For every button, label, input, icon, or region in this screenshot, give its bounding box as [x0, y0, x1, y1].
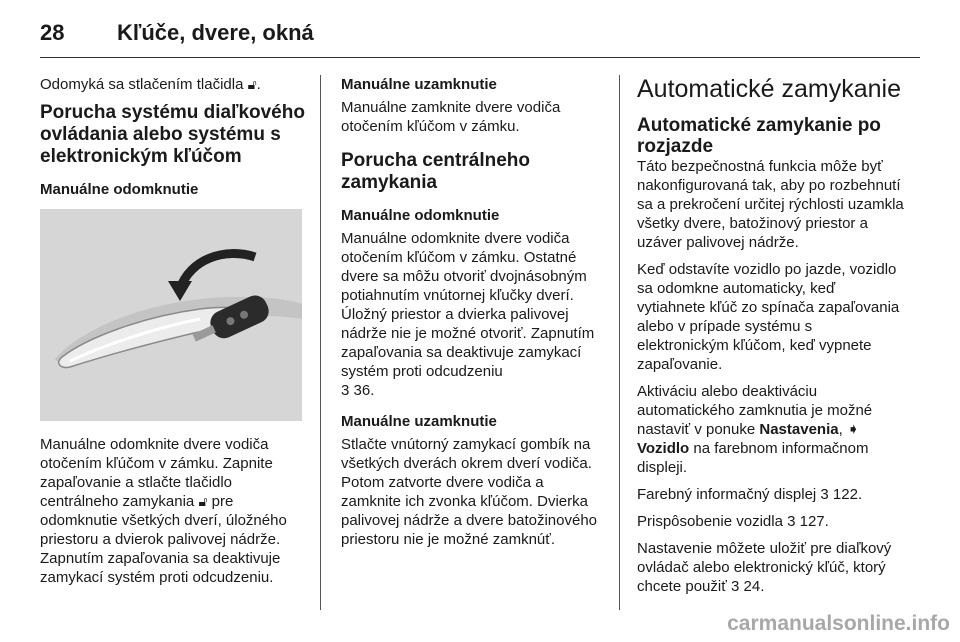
page-reference: Farebný informačný displej 3 122.: [637, 486, 863, 503]
menu-item-vehicle: Vozidlo: [637, 440, 690, 457]
subheading: Manuálne uzamknutie: [341, 413, 497, 430]
section-heading: Automatické zamykanie po rozjazde: [637, 115, 881, 157]
column-right: [637, 75, 907, 604]
page-title: Kľúče, dvere, okná: [117, 20, 314, 45]
header-divider: [40, 57, 920, 58]
page-reference: 3 36.: [341, 382, 375, 399]
unlock-icon: 🔓︎: [198, 493, 208, 509]
section-heading: Porucha systému diaľkového ovládania alebo systému s elektronickým kľúčom: [40, 102, 305, 167]
paragraph: Manuálne zamknite dvere vodiča otočením kľúčom v zámku.: [341, 99, 561, 135]
section-heading: Porucha centrálneho zamykania: [341, 150, 530, 193]
subheading: Manuálne odomknutie: [40, 181, 199, 198]
column-middle: [341, 75, 606, 557]
watermark: carmanualsonline.info: [727, 612, 950, 635]
column-left: [40, 75, 305, 595]
page-header: [0, 0, 960, 58]
instruction-text: Manuálne odomknite dvere vodiča otočením kľúčom v zámku. Zapnite zapaľovanie a stlačte tlačidlo centrálneho zamykania 🔓︎ pre odomknutie všetkých dverí, úložného priestoru a dvierok palivovej nádrže. Zapnutím zapaľovania sa deaktivuje zamykací systém proti odcudzeniu.: [40, 436, 287, 586]
menu-item-settings: Nastavenia: [759, 421, 839, 438]
paragraph: Táto bezpečnostná funkcia môže byť nakonfigurovaná tak, aby po rozbehnutí sa a prekročení určitej rýchlosti uzamkla všetky dvere, batožinový priestor a uzáver palivovej nádrže.: [637, 158, 904, 251]
paragraph: Aktiváciu alebo deaktiváciu automatického zamknutia je možné nastaviť v ponuke Nastavenia, ➧ Vozidlo na farebnom informačnom displeji.: [637, 383, 873, 476]
column-divider: [619, 75, 620, 610]
paragraph: Keď odstavíte vozidlo po jazde, vozidlo sa odomkne automaticky, keď vytiahnete kľúč zo spínača zapaľovania alebo v prípade systému s elektronickým kľúčom, keď vypnete zapaľovanie.: [637, 261, 900, 373]
chapter-heading: Automatické zamykanie: [637, 75, 902, 103]
arrow-icon: ➧: [846, 421, 860, 438]
subheading: Manuálne uzamknutie: [341, 76, 497, 93]
unlock-icon: 🔓︎: [247, 76, 257, 92]
intro-text: Odomyká sa stlačením tlačidla 🔓︎.: [40, 76, 261, 93]
paragraph: Stlačte vnútorný zamykací gombík na všetkých dverách okrem dverí vodiča. Potom zatvorte dvere vodiča a zamknite ich zvonka kľúčom. Dvierka palivovej nádrže a dvere batožinového priestoru nie je možné zamknúť.: [341, 436, 598, 548]
subheading: Manuálne odomknutie: [341, 207, 500, 224]
paragraph: Manuálne odomknite dvere vodiča otočením kľúčom v zámku. Ostatné dvere sa môžu otvoriť dvojnásobným potiahnutím vnútornej kľučky dverí. Úložný priestor a dvierka palivovej nádrže nie je možné otvoriť. Zapnutím zapaľovania sa deaktivuje zamykací systém proti odcudzeniu 3 36.: [341, 230, 595, 399]
page-reference: Prispôsobenie vozidla 3 127.: [637, 513, 829, 530]
column-divider: [320, 75, 321, 610]
paragraph: Nastavenie môžete uložiť pre diaľkový ovládač alebo elektronický kľúč, ktorý chcete použiť 3 24.: [637, 540, 892, 595]
door-handle-illustration: [40, 209, 302, 421]
page-number: 28: [40, 20, 65, 45]
